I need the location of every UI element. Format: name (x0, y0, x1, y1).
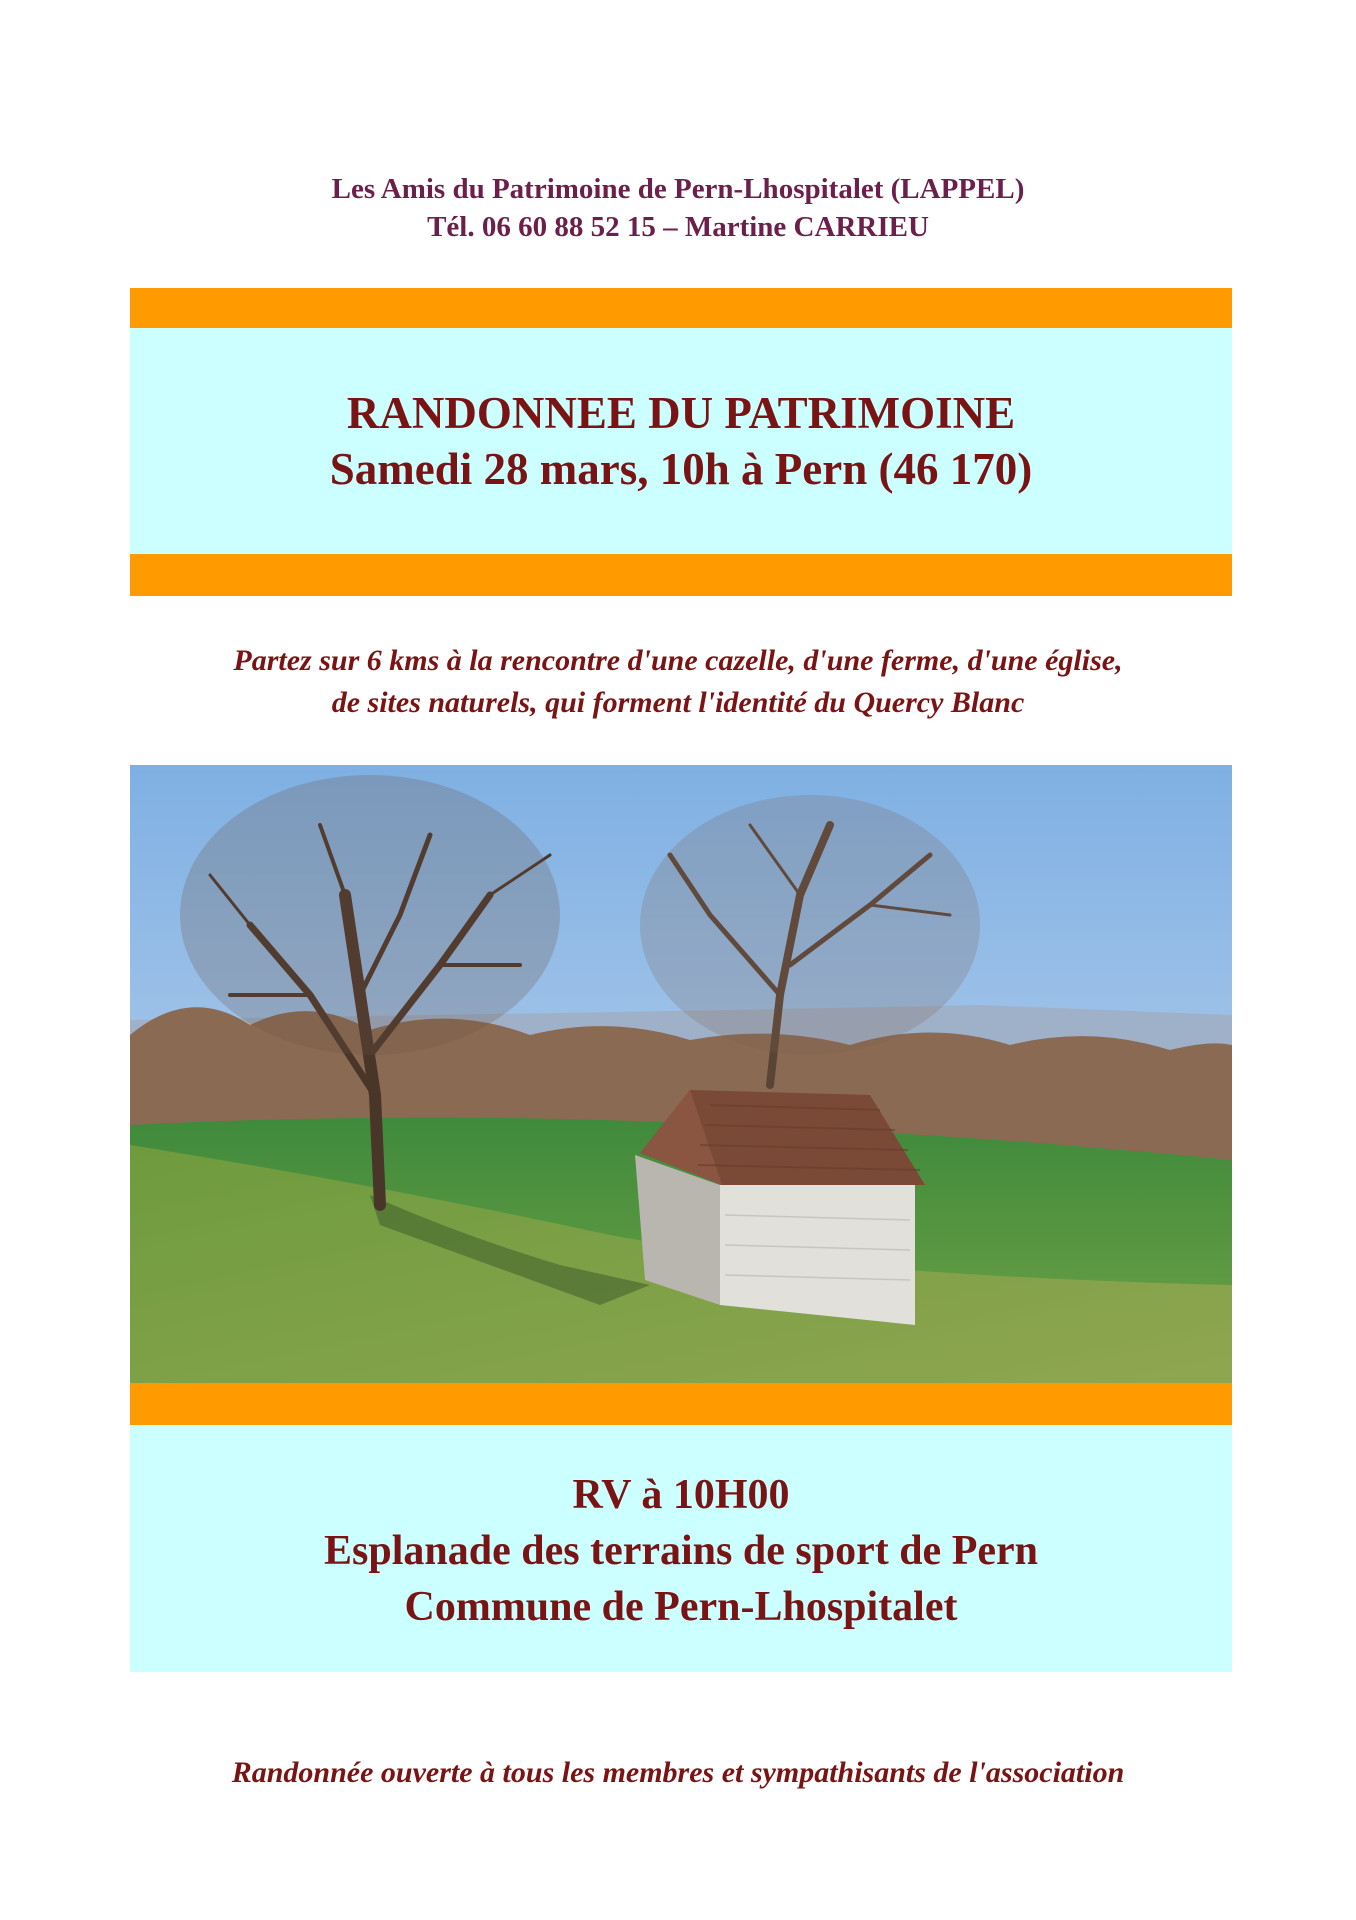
orange-band-rv-top (130, 1383, 1232, 1425)
intro-line-2: de sites naturels, qui forment l'identité du Quercy Blanc (331, 686, 1025, 719)
association-name: Les Amis du Patrimoine de Pern-Lhospitalet (LAPPEL) (331, 173, 1025, 205)
orange-band-title-bottom (130, 554, 1232, 596)
intro-line-1: Partez sur 6 kms à la rencontre d'une cazelle, d'une ferme, d'une église, (233, 644, 1123, 677)
rendezvous-panel (130, 1425, 1232, 1672)
orange-band-top (130, 288, 1232, 328)
title-panel (130, 328, 1232, 554)
event-title: RANDONNEE DU PATRIMOINE (346, 388, 1016, 438)
association-header (0, 170, 1356, 246)
rendezvous-time: RV à 10H00 (572, 1472, 790, 1518)
contact-line: Tél. 06 60 88 52 15 – Martine CARRIEU (427, 211, 929, 243)
rendezvous-commune: Commune de Pern-Lhospitalet (404, 1584, 958, 1630)
footer-note: Randonnée ouverte à tous les membres et sympathisants de l'association (231, 1756, 1125, 1789)
landscape-photo (130, 765, 1232, 1383)
intro-text (0, 640, 1356, 724)
rendezvous-place: Esplanade des terrains de sport de Pern (324, 1528, 1038, 1574)
event-date: Samedi 28 mars, 10h à Pern (46 170) (329, 444, 1033, 494)
